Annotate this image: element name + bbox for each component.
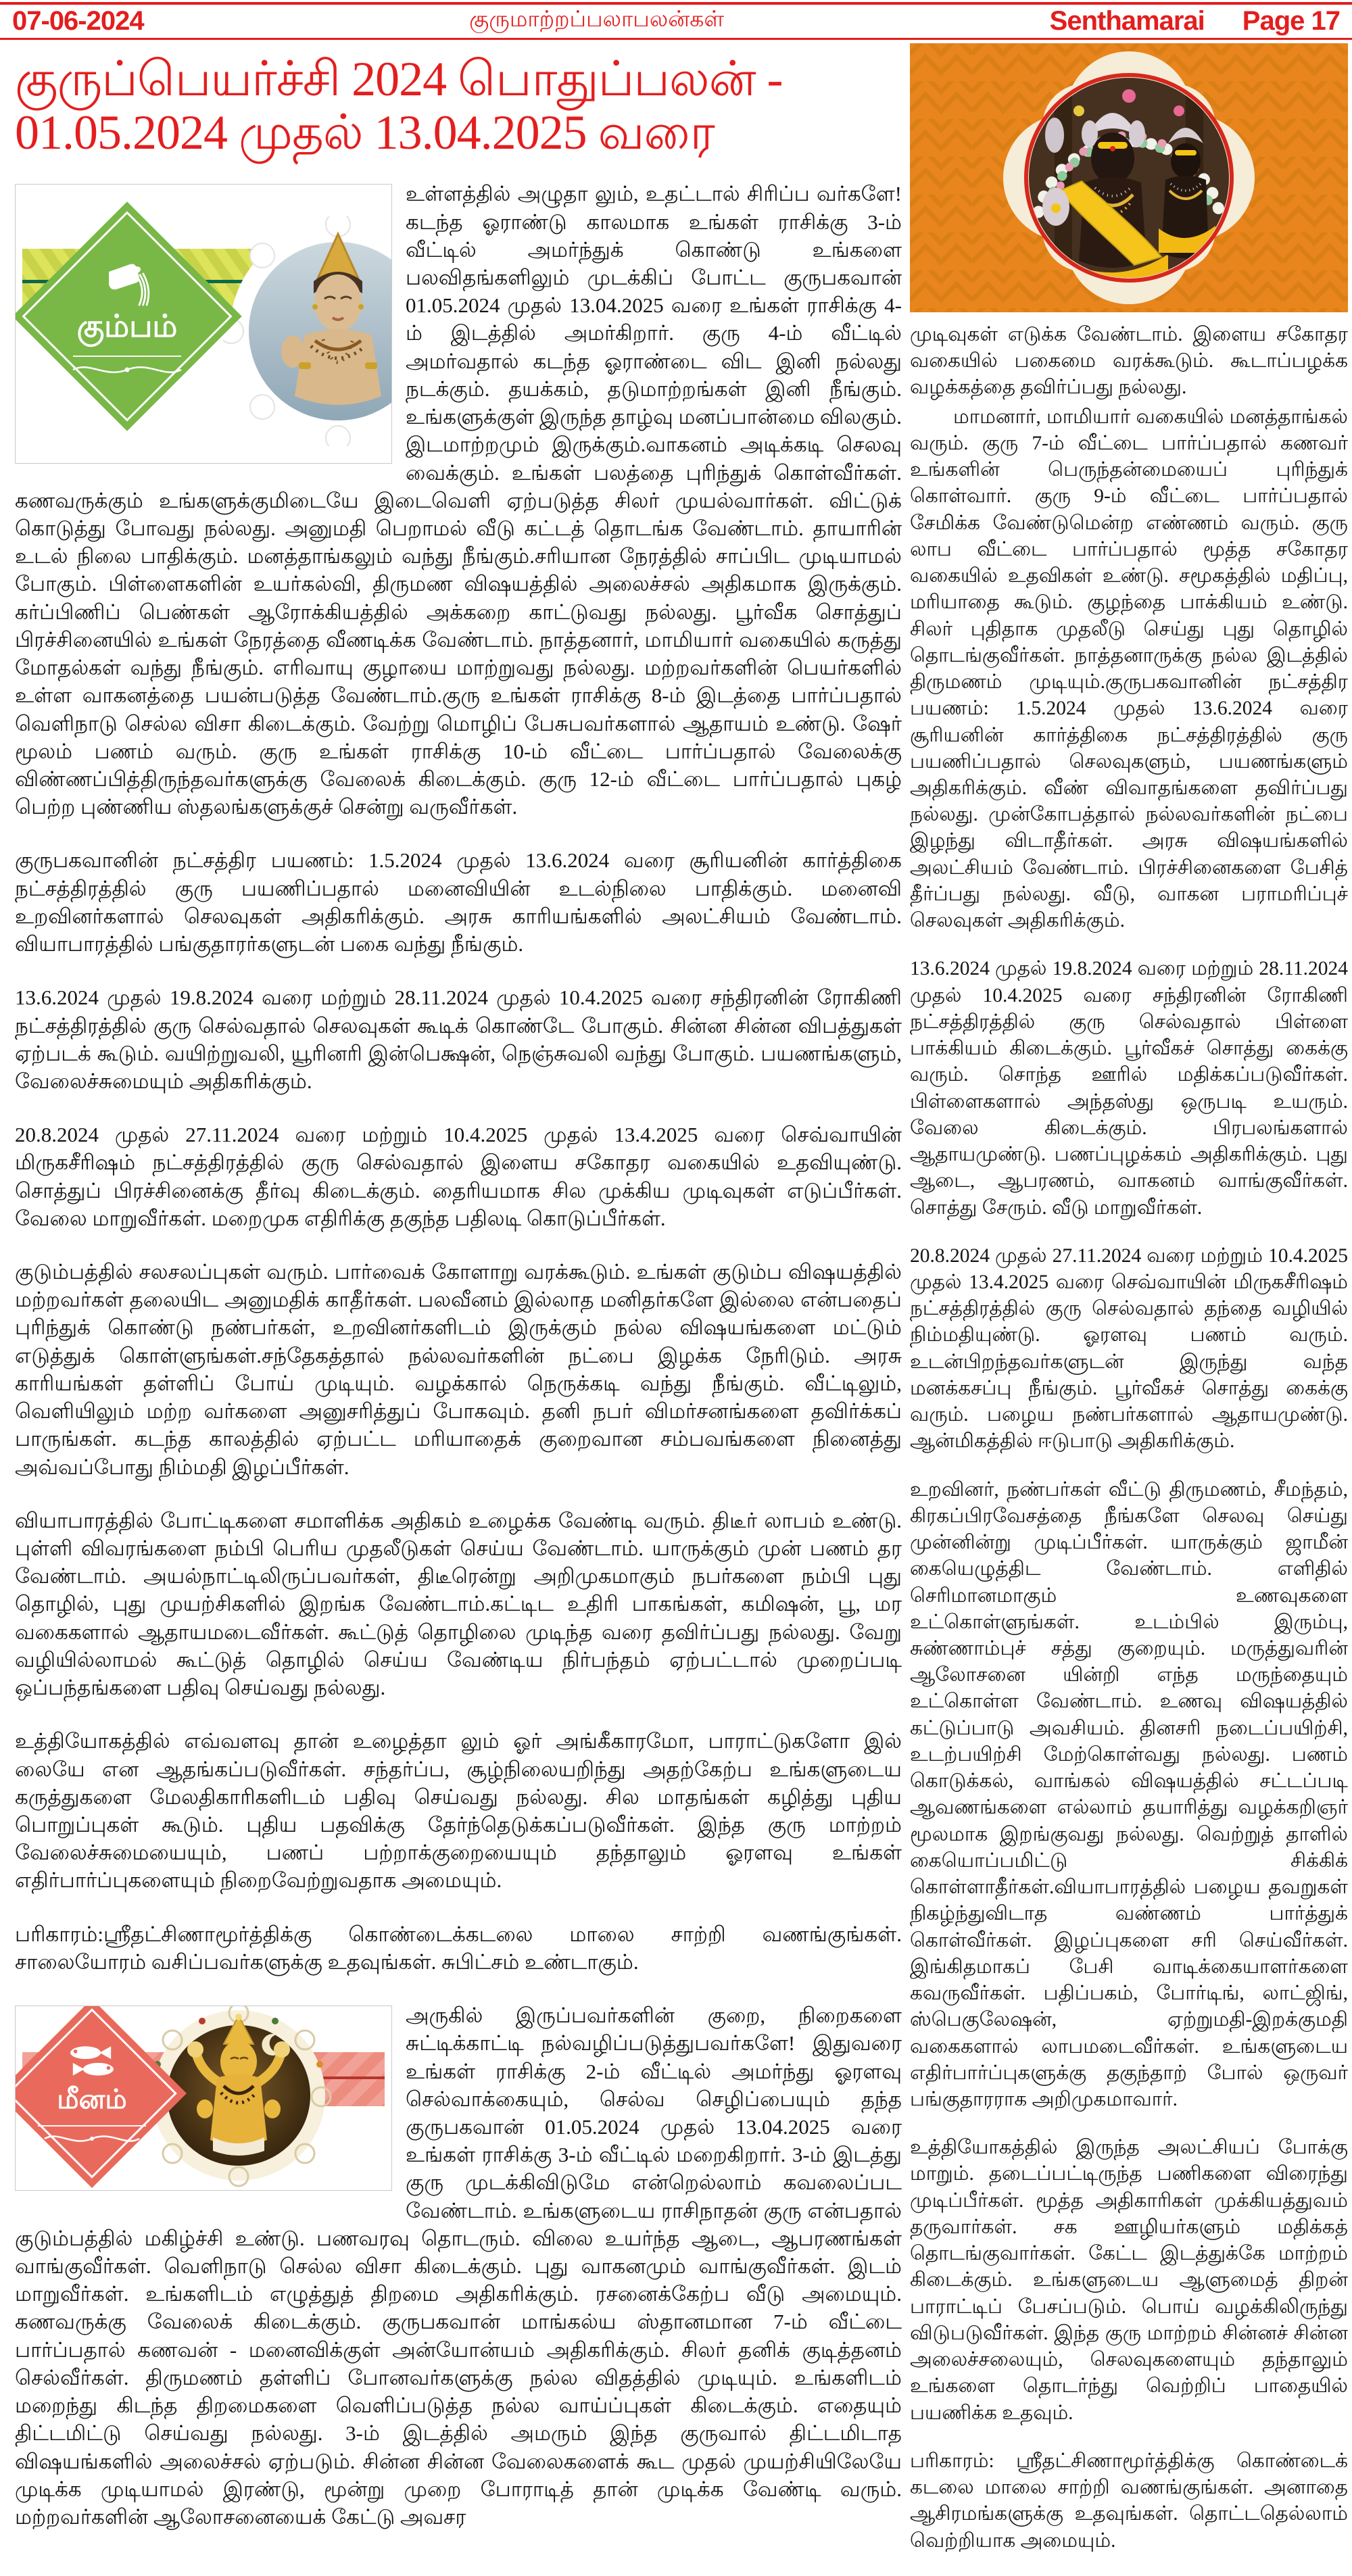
guru-deity-banner: [910, 43, 1348, 312]
issue-date: 07-06-2024: [12, 6, 144, 36]
kumbam-paragraph-3: 13.6.2024 முதல் 19.8.2024 வரை மற்றும் 28.11.2024 முதல் 10.4.2025 வரை சந்திரனின் ரோகிணி நட்சத்திரத்தில் குரு செல்வதால் செலவுகள் கூடிக் கொண்டே போகும். சின்ன சின்ன விபத்துகள் ஏற்படக் கூடும். வயிற்றுவலி, யூரினரி இன்பெக்ஷன், நெஞ்சுவலி வந்து போகும். பயணங்களும், வேலைச்சுமையும் அதிகரிக்கும்.: [15, 986, 902, 1093]
meenam-zodiac-image: [15, 2006, 392, 2191]
guru-deity-portrait: [223, 216, 392, 449]
kumbam-paragraph-4: 20.8.2024 முதல் 27.11.2024 வரை மற்றும் 10.4.2025 முதல் 13.4.2025 வரை செவ்வாயின் மிருகசீரிஷம் நட்சத்திரத்தில் குரு செல்வதால் இளைய சகோதர வகையில் உதவியுண்டு. சொத்துப் பிரச்சினைக்கு தீர்வு கிடைக்கும். தைரியமாக சில முக்கிய முடிவுகள் எடுப்பீர்கள். வேலை மாறுவீர்கள். மறைமுக எதிரிக்கு தகுந்த பதிலடி கொடுப்பீர்கள்.: [15, 1123, 902, 1230]
kumbam-intro-text: உள்ளத்தில் அழுதா லும், உதட்டால் சிரிப்ப வர்களே! கடந்த ஓராண்டு காலமாக உங்கள் ராசிக்கு 3-ம் வீட்டில் அமர்ந்துக் கொண்டு உங்களை பலவிதங்களிலும் முடக்கிப் போட்ட குருபகவான் 01.05.2024 முதல் 13.04.2025 வரை உங்கள் ராசிக்கு 4-ம் இடத்தில் அமர்கிறார். குரு 4-ம் வீட்டில் அமர்வதால் கடந்த ஓராண்டை விட இனி நல்லது நடக்கும். தயக்கம், தடுமாற்றங்கள் இனி நீங்கும். உங்களுக்குள் இருந்த தாழ்வு மனப்பான்மை விலகும். இடமாற்றமும் இருக்கும்.வாகனம் அடிக்கடி செலவு வைக்கும். உங்கள் பலத்தை புரிந்துக்: [406, 182, 902, 485]
flourish-ornament-icon: [70, 361, 185, 379]
right-column: [910, 43, 1348, 2576]
section-title: குருமாற்றப்பலாபலன்கள்: [469, 7, 725, 32]
meenam-right-paragraph-1: முடிவுகள் எடுக்க வேண்டாம். இளைய சகோதர வகையில் பகைமை வரக்கூடும். கூடாப்பழக்க வழக்கத்தை தவிர்ப்பது நல்லது.: [910, 324, 1348, 399]
guru-deity-banner-illustration: [910, 43, 1348, 312]
meenam-right-paragraph-6: உத்தியோகத்தில் இருந்த அலட்சியப் போக்கு மாறும். தடைப்பட்டிருந்த பணிகளை விரைந்து முடிப்பீர்கள். மூத்த அதிகாரிகள் முக்கியத்துவம் தருவார்கள். சக ஊழியர்களும் மதிக்கத் தொடங்குவார்கள். கேட்ட இடத்துக்கே மாற்றம் கிடைக்கும். உங்களுடைய ஆளுமைத் திறன் பாராட்டிப் பேசப்படும். பொய் வழக்கிலிருந்து விடுபடுவீர்கள். இந்த குரு மாற்றம் சின்னச் சின்ன அலைச்சலையும், செலவுகளையும் தந்தாலும் உங்களை தொடர்ந்து வெற்றிப் பாதையில் பயணிக்க உதவும்.: [910, 2137, 1348, 2424]
kumbam-paragraph-7: உத்தியோகத்தில் எவ்வளவு தான் உழைத்தா லும் ஓர் அங்கீகாரமோ, பாராட்டுகளோ இல் லையே என ஆதங்கப்படுவீர்கள். சந்தர்ப்ப, சூழ்நிலையறிந்து அதற்கேற்ப உங்களுடைய கருத்துகளை மேலதிகாரிகளிடம் பதிவு செய்வது நல்லது. சில மாதங்கள் கழித்து புதிய பொறுப்புகள் கூடும். புதிய பதவிக்கு தேர்ந்தெடுக்கப்படுவீர்கள். இந்த குரு மாற்றம் வேலைச்சுமையையும், பணப் பற்றாக்குறையையும் தந்தாலும் ஓரளவு உங்கள் எதிர்பார்ப்புகளையும் நிறைவேற்றுவதாக அமையும்.: [15, 1729, 902, 1893]
meenam-right-paragraph-2: மாமனார், மாமியார் வகையில் மனத்தாங்கல் வரும். குரு 7-ம் வீட்டை பார்ப்பதால் கணவர் உங்களின் பெருந்தன்மையைப் புரிந்துக் கொள்வார். குரு 9-ம் வீட்டை பார்ப்பதால் சேமிக்க வேண்டுமென்ற எண்ணம் வரும். குரு லாப வீட்டை பார்ப்பதால் மூத்த சகோதர வகையில் உதவிகள் உண்டு. சமூகத்தில் மதிப்பு, மரியாதை கூடும். குழந்தை பாக்கியம் உண்டு. சிலர் புதிதாக முதலீடு செய்து புது தொழில் தொடங்குவீர்கள். நாத்தனாருக்கு நல்ல இடத்தில் திருமணம் முடியும்.குருபகவானின் நட்சத்திர பயணம்: 1.5.2024 முதல் 13.6.2024 வரை சூரியனின் கார்த்திகை நட்சத்திரத்தில் குரு பயணிப்பதால் செலவுகளும், பயணங்களும் அதிகரிக்கும். வீண் விவாதங்களை தவிர்ப்பது நல்லது. முன்கோபத்தால் நல்லவர்களின் நட்பை இழந்து விடாதீர்கள். அரசு விஷயங்களில் அலட்சியம் வேண்டாம். பிரச்சினைகளை பேசித் தீர்ப்பது நல்லது. வீடு, வாகன பராமரிப்புச் செலவுகள் அதிகரிக்கும்.: [910, 406, 1348, 932]
meenam-right-paragraph-4: 20.8.2024 முதல் 27.11.2024 வரை மற்றும் 10.4.2025 முதல் 13.4.2025 வரை செவ்வாயின் மிருகசீரிஷம் நட்சத்திரத்தில் குரு செல்வதால் தந்தை வழியில் நிம்மதியுண்டு. ஓரளவு பணம் வரும். உடன்பிறந்தவர்களுடன் இருந்து வந்த மனக்கசப்பு நீங்கும். பூர்வீகச் சொத்து கைக்கு வரும். பழைய நண்பர்களால் ஆதாயமுண்டு. ஆன்மிகத்தில் ஈடுபாடு அதிகரிக்கும்.: [910, 1244, 1348, 1453]
meenam-intro-text: அருகில் இருப்பவர்களின் குறை, நிறைகளை சுட்டிக்காட்டி நல்வழிப்படுத்துபவர்களே! இதுவரை உங்கள் ராசிக்கு 2-ம் வீட்டில் அமர்ந்து ஓரளவு செல்வாக்கையும், செல்வ செழிப்பையும் தந்த குருபகவான் 01.05.2024 முதல் 13.04.2025 வரை உங்கள் ராசிக்கு 3-ம் வீட்டில் மறைகிறார். 3-ம் இடத்து குரு முடக்கிவிடுமே என்றெல்லாம் கவலைப்பட வேண்டாம். உங்களுடைய ராசிநாதன் குரு என்பதால் குடும்பத்தில் மகிழ்ச்சி உண்டு. பணவரவு தொடரும்.: [15, 2003, 902, 2250]
meenam-divider: [38, 2125, 146, 2127]
kumbam-divider: [73, 356, 181, 357]
kumbam-paragraph-2: குருபகவானின் நட்சத்திர பயணம்: 1.5.2024 முதல் 13.6.2024 வரை சூரியனின் கார்த்திகை நட்சத்திரத்தில் குரு பயணிப்பதால் மனைவியின் உடல்நிலை பாதிக்கும். மனைவி உறவினர்களால் செலவுகள் அதிகரிக்கும். அரசு காரியங்களில் அலட்சியம் வேண்டாம். வியாபாரத்தில் பங்குதாரர்களுடன் பகை வந்து நீங்கும்.: [15, 848, 902, 956]
meenam-right-paragraph-3: 13.6.2024 முதல் 19.8.2024 வரை மற்றும் 28.11.2024 முதல் 10.4.2025 வரை சந்திரனின் ரோகிணி நட்சத்திரத்தில் குரு செல்வதால் பிள்ளை பாக்கியம் கிடைக்கும். பூர்வீகச் சொத்து கைக்கு வரும். சொந்த ஊரில் மதிக்கப்படுவீர்கள். பிள்ளைகளால் அந்தஸ்து ஒருபடி உயரும். வேலை கிடைக்கும். பிரபலங்களால் ஆதாயமுண்டு. பணப்புழக்கம் அதிகரிக்கும். புது ஆடை, ஆபரணம், வாகனம் வாங்குவீர்கள். சொத்து சேரும். வீடு மாறுவீர்கள்.: [910, 958, 1348, 1219]
kumbam-paragraph-6: வியாபாரத்தில் போட்டிகளை சமாளிக்க அதிகம் உழைக்க வேண்டி வரும். திடீர் லாபம் உண்டு. புள்ளி விவரங்களை நம்பி பெரிய முதலீடுகள் செய்ய வேண்டாம். யாருக்கும் முன் பணம் தர வேண்டாம். அயல்நாட்டிலிருப்பவர்கள், திடீரென்று அறிமுகமாகும் நபர்களை நம்பி புது தொழில், புது முயற்சிகளில் இறங்க வேண்டாம்.கட்டிட உதிரி பாகங்கள், கமிஷன், பூ, மர வகைகளால் ஆதாயமடைவீர்கள். கூட்டுத் தொழிலை முடிந்த வரை தவிர்ப்பது நல்லது. வேறு வழியில்லாமல் கூட்டுத் தொழில் செய்ய வேண்டிய நிர்பந்தம் ஏற்பட்டால் முறைப்படி ஒப்பந்தங்களை பதிவு செய்வது நல்லது.: [15, 1508, 902, 1700]
kumbam-paragraph-1-continued: கொள்வீர்கள். கணவருக்கும் உங்களுக்குமிடையே இடைவெளி ஏற்படுத்த சிலர் முயல்வார்கள். விட்டுக் கொடுத்து போவது நல்லது. அனுமதி பெறாமல் வீடு கட்டத் தொடங்க வேண்டாம். தாயாரின் உடல் நிலை பாதிக்கும். மனத்தாங்கலும் வந்து நீங்கும்.சரியான நேரத்தில் சாப்பிட முடியாமல் போகும். பிள்ளைகளின் உயர்கல்வி, திருமண விஷயத்தில் அலைச்சல் அதிகமாக இருக்கும். கர்ப்பிணிப் பெண்கள் ஆரோக்கியத்தில் அக்கறை காட்டுவது நல்லது. பூர்வீக சொத்துப் பிரச்சினையில் உங்கள் நேரத்தை வீணடிக்க வேண்டாம். நாத்தனார், மாமியார் வகையில் கருத்து மோதல்கள் வந்து நீங்கும். எரிவாயு குழாயை மாற்றுவது நல்லது. மற்றவர்களின் பெயர்களில் உள்ள வாகனத்தை பயன்படுத்த வேண்டாம்.குரு உங்கள் ராசிக்கு 8-ம் இடத்தை பார்ப்பதால் வெளிநாடு செல்ல விசா கிடைக்கும். வேற்று மொழிப் பேசுபவர்களால் ஆதாயம் உண்டு. ஷேர் மூலம் பணம் வரும். குரு உங்கள் ராசிக்கு 10-ம் வீட்டை பார்ப்பதால் வேலைக்கு விண்ணப்பித்திருந்தவர்களுக்கு வேலைக் கிடைக்கும். குரு 12-ம் வீட்டை பார்ப்பதால் புகழ் பெற்ற புண்ணிய ஸ்தலங்களுக்குச் சென்று வருவீர்கள்.: [15, 460, 902, 819]
meenam-remedy-paragraph: பரிகாரம்: ஸ்ரீதட்சிணாமூர்த்திக்கு கொண்டைக் கடலை மாலை சாற்றி வணங்குங்கள். அனாதை ஆசிரமங்களுக்கு உதவுங்கள். தொட்டதெல்லாம் வெற்றியாக அமையும்.: [910, 2450, 1348, 2552]
flourish-ornament-icon: [41, 2131, 143, 2147]
kumbam-diamond-badge: [15, 202, 242, 431]
main-column: [15, 47, 902, 2556]
meenam-label: மீனம்: [57, 2084, 127, 2115]
pisces-fishes-icon: [59, 2040, 124, 2082]
headline-line-1: குருப்பெயர்ச்சி 2024 பொதுப்பலன் -: [15, 52, 783, 106]
masthead-right: [1050, 6, 1340, 37]
masthead: [0, 5, 1352, 40]
publication-name: Senthamarai: [1049, 6, 1205, 36]
kumbam-remedy-paragraph: பரிகாரம்:ஸ்ரீதட்சிணாமூர்த்திக்கு கொண்டைக்கடலை மாலை சாற்றி வணங்குங்கள். சாலையோரம் வசிப்பவர்களுக்கு உதவுங்கள். சுபிட்சம் உண்டாகும்.: [15, 1922, 902, 1974]
meenam-paragraph-1-continued: விலை உயர்ந்த ஆடை, ஆபரணங்கள் வாங்குவீர்கள். வெளிநாடு செல்ல விசா கிடைக்கும். புது வாகனமும் வாங்குவீர்கள். இடம் மாறுவீர்கள். உங்களிடம் எழுத்துத் திறமை அதிகரிக்கும். ரசனைக்கேற்ப வீடு அமையும். கணவருக்கு வேலைக் கிடைக்கும். குருபகவான் மாங்கல்ய ஸ்தானமான 7-ம் வீட்டை பார்ப்பதால் கணவன் - மனைவிக்குள் அன்யோன்யம் அதிகரிக்கும். சிலர் தனிக் குடித்தனம் செல்வீர்கள். திருமணம் தள்ளிப் போனவர்களுக்கு நல்ல விதத்தில் முடியும். உங்களிடம் மறைந்து கிடந்த திறமைகளை வெளிப்படுத்த நல்ல வாய்ப்புகள் கிடைக்கும். எதையும் திட்டமிட்டு செய்வது நல்லது. 3-ம் இடத்தில் அமரும் இந்த குருவால் திட்டமிடாத விஷயங்களில் அலைச்சல் ஏற்படும். சின்ன சின்ன வேலைகளைக் கூட முதல் முயற்சியிலேயே முடிக்க முடியாமல் இரண்டு, மூன்று முறை போராடித் தான் முடிக்க வேண்டி வரும். மற்றவர்களின் ஆலோசனையைக் கேட்டு அவசர: [15, 2226, 902, 2529]
kumbam-zodiac-image: [15, 184, 392, 464]
headline-line-2: 01.05.2024 முதல் 13.04.2025 வரை: [15, 105, 715, 160]
aquarius-pitcher-icon: [99, 254, 155, 307]
kumbam-label: கும்பம்: [76, 309, 178, 344]
guru-deity-illustration: [223, 216, 392, 446]
page-number: Page 17: [1242, 6, 1340, 36]
meenam-right-paragraph-5: உறவினர், நண்பர்கள் வீட்டு திருமணம், சீமந்தம், கிரகப்பிரவேசத்தை நீங்களே செலவு செய்து முன்னின்று முடிப்பீர்கள். யாருக்கும் ஜாமீன் கையெழுத்திட வேண்டாம். எளிதில் செரிமானமாகும் உணவுகளை உட்கொள்ளுங்கள். உடம்பில் இரும்பு, சுண்ணாம்புச் சத்து குறையும். மருத்துவரின் ஆலோசனை யின்றி எந்த மருந்தையும் உட்கொள்ள வேண்டாம். உணவு விஷயத்தில் கட்டுப்பாடு அவசியம். தினசரி நடைப்பயிற்சி, உடற்பயிற்சி மேற்கொள்வது நல்லது. பணம் கொடுக்கல், வாங்கல் விஷயத்தில் சட்டப்படி ஆவணங்களை எல்லாம் தயாரித்து வழக்கறிஞர் மூலமாக இறங்குவது நல்லது. வெற்றுத் தாளில் கையொப்பமிட்டு சிக்கிக் கொள்ளாதீர்கள்.வியாபாரத்தில் பழைய தவறுகள் நிகழ்ந்துவிடாத வண்ணம் பார்த்துக் கொள்வீர்கள். இழப்புகளை சரி செய்வீர்கள். இங்கிதமாகப் பேசி வாடிக்கையாளர்களை கவருவீர்கள். பதிப்பகம், போர்டிங், லாட்ஜிங், ஸ்பெகுலேஷன், ஏற்றுமதி-இறக்குமதி வகைகளால் லாபமடைவீர்கள். உங்களுடைய எதிர்பார்ப்புகளுக்கு தகுந்தாற் போல் ஒருவர் பங்குதாரராக அறிமுகமாவார்.: [910, 1478, 1348, 2110]
article-headline: [15, 53, 902, 160]
kumbam-paragraph-5: குடும்பத்தில் சலசலப்புகள் வரும். பார்வைக் கோளாறு வரக்கூடும். உங்கள் குடும்ப விஷயத்தில் மற்றவர்கள் தலையிட அனுமதிக் காதீர்கள். பலவீனம் இல்லாத மனிதர்களே இல்லை என்பதைப் புரிந்துக் கொண்டு நண்பர்கள், உறவினர்களிடம் இருக்கும் நல்ல விஷயங்களை மட்டும் எடுத்துக் கொள்ளுங்கள்.சந்தேகத்தால் நல்லவர்களின் நட்பை இழக்க நேரிடும். அரசு காரியங்கள் தள்ளிப் போய் முடியும். வழக்கால் நெருக்கடி வந்து நீங்கும். வீட்டிலும், வெளியிலும் மற்ற வர்களை அனுசரித்துப் போகவும். தனி நபர் விமர்சனங்களை தவிர்க்கப் பாருங்கள். கடந்த காலத்தில் ஏற்பட்ட மரியாதைக் குறைவான சம்பவங்களை நினைத்து அவ்வப்போது நிம்மதி இழப்பீர்கள்.: [15, 1260, 902, 1479]
